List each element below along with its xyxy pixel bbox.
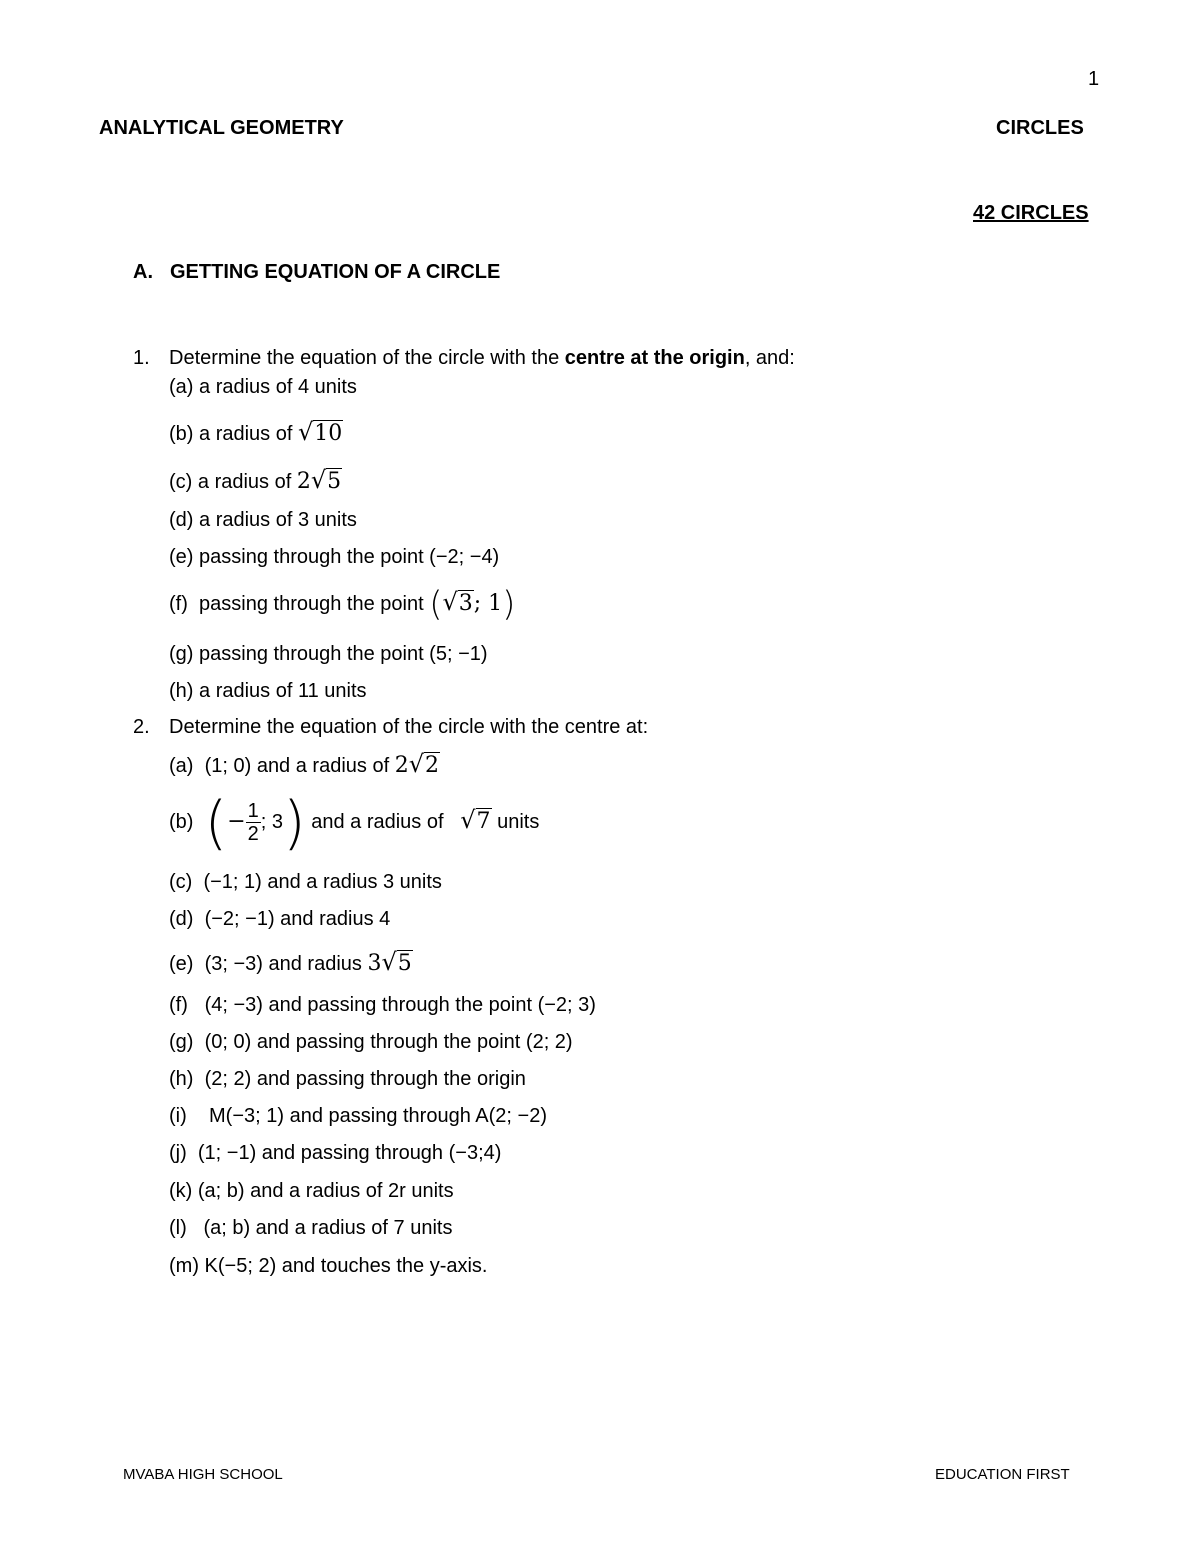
square-root: √5 [310, 466, 342, 494]
q2-item-g [169, 1030, 573, 1054]
item-label: (d) [169, 509, 194, 531]
q2-item-m [169, 1254, 487, 1278]
q1-item-c [169, 468, 342, 494]
item-label: (h) [169, 1068, 194, 1090]
q1-item-g [169, 642, 488, 666]
item-label: (g) [169, 1031, 194, 1053]
item-label: (f) [169, 593, 188, 615]
section-title: GETTING EQUATION OF A CIRCLE [170, 261, 501, 283]
q2-item-d [169, 907, 390, 931]
radicand: 5 [397, 951, 412, 976]
item-text: M(−3; 1) and passing through A(2; −2) [209, 1105, 547, 1127]
item-text: a radius of [199, 423, 298, 445]
fraction-numerator: 1 [247, 800, 259, 823]
square-root: √5 [381, 948, 412, 976]
item-label: (k) [169, 1180, 193, 1202]
question-1-text [169, 346, 795, 370]
item-label: (b) [169, 423, 194, 445]
item-text: (a; b) and a radius of 2r units [197, 1180, 454, 1202]
item-text: (a; b) and a radius of 7 units [203, 1217, 453, 1239]
question-1-text-after: , and: [744, 347, 795, 369]
q2-item-i [169, 1104, 547, 1128]
item-text: (4; −3) and passing through the point (−2; 3) [204, 994, 596, 1016]
radicand: 10 [314, 421, 343, 446]
coefficient: 2 [394, 753, 409, 778]
page-number: 1 [1088, 68, 1100, 90]
q1-item-b [169, 420, 343, 446]
q2-item-b [169, 788, 540, 857]
right-paren: ) [283, 788, 306, 857]
item-label: (f) [169, 994, 188, 1016]
right-paren: ) [502, 584, 516, 625]
item-text: and a radius of [305, 811, 450, 833]
q1-item-a [169, 375, 357, 399]
radicand: 5 [327, 469, 342, 494]
q2-item-k [169, 1179, 454, 1203]
item-text: a radius of 11 units [199, 680, 367, 702]
item-text: (1; −1) and passing through (−3;4) [197, 1142, 502, 1164]
q1-item-h [169, 679, 367, 703]
item-text: a radius of 4 units [199, 376, 357, 398]
item-label: (l) [169, 1217, 187, 1239]
item-label: (j) [169, 1142, 187, 1164]
question-2-text: Determine the equation of the circle with the centre at: [169, 716, 649, 738]
item-text: (1; 0) and a radius of [204, 755, 395, 777]
footer-school: MVABA HIGH SCHOOL [123, 1466, 283, 1483]
question-1-text-bold: centre at the origin [564, 347, 745, 369]
q2-item-c [169, 870, 442, 894]
q2-item-j [169, 1141, 501, 1165]
footer-motto: EDUCATION FIRST [935, 1466, 1070, 1483]
square-root: √3 [442, 588, 473, 616]
fraction [246, 800, 261, 845]
square-root: √7 [460, 806, 491, 834]
item-text: a radius of 3 units [199, 509, 357, 531]
fraction-denominator: 2 [247, 823, 259, 846]
q2-item-a [169, 752, 440, 778]
item-text: (3; −3) and radius [204, 953, 368, 975]
left-paren: ( [204, 788, 228, 857]
item-label: (g) [169, 643, 194, 665]
item-text: a radius of [197, 471, 297, 493]
section-heading [133, 261, 500, 284]
q2-item-l [169, 1216, 452, 1240]
code-title: 42 CIRCLES [973, 202, 1089, 224]
item-label: (b) [169, 811, 194, 833]
radicand: 2 [424, 753, 439, 778]
item-label: (m) [169, 1255, 199, 1277]
header-subject: ANALYTICAL GEOMETRY [99, 117, 344, 139]
item-label: (c) [169, 871, 193, 893]
question-1-number: 1. [133, 347, 150, 369]
item-text: passing through the point (5; −1) [199, 643, 488, 665]
item-label: (e) [169, 953, 194, 975]
item-text: K(−5; 2) and touches the y-axis. [204, 1255, 488, 1277]
question-2-number: 2. [133, 716, 150, 738]
question-1-text-before: Determine the equation of the circle with the [169, 347, 565, 369]
q2-item-f [169, 993, 596, 1017]
header-topic: CIRCLES [996, 117, 1084, 139]
square-root: √10 [297, 418, 343, 446]
radicand: 7 [476, 809, 491, 834]
left-paren: ( [429, 584, 443, 625]
section-label: A. [133, 261, 153, 283]
point-rest: ; 3 [260, 811, 284, 833]
q1-item-e [169, 545, 499, 569]
item-text: (0; 0) and passing through the point (2; 2) [204, 1031, 573, 1053]
item-label: (i) [169, 1105, 187, 1127]
item-label: (h) [169, 680, 194, 702]
item-text: (−1; 1) and a radius 3 units [203, 871, 442, 893]
q1-item-d [169, 508, 357, 532]
q1-item-f [169, 584, 516, 625]
minus-sign: − [227, 809, 246, 834]
item-label: (c) [169, 471, 193, 493]
item-text: passing through the point [199, 593, 430, 615]
item-text: passing through the point (−2; −4) [199, 546, 500, 568]
item-label: (e) [169, 546, 194, 568]
item-text: (−2; −1) and radius 4 [204, 908, 391, 930]
radicand: 3 [458, 591, 473, 616]
item-label: (d) [169, 908, 194, 930]
coefficient: 3 [367, 951, 382, 976]
square-root: √2 [408, 750, 439, 778]
coefficient: 2 [296, 469, 311, 494]
q2-item-e [169, 950, 413, 976]
q2-item-h [169, 1067, 526, 1091]
item-label: (a) [169, 755, 194, 777]
point-rest: ; 1 [473, 591, 503, 616]
item-label: (a) [169, 376, 194, 398]
units-text: units [491, 811, 540, 833]
item-text: (2; 2) and passing through the origin [204, 1068, 526, 1090]
